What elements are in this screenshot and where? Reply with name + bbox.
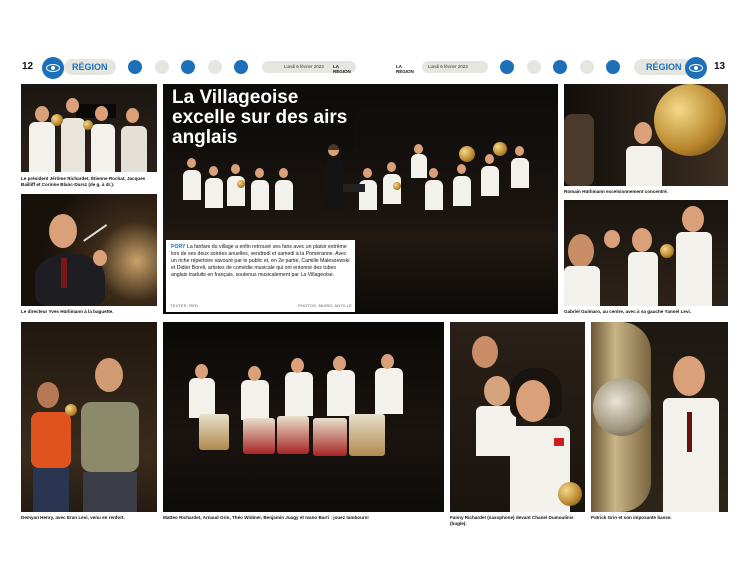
caption-director: Le directeur Yves Hürlimann à la baguette. [21,309,114,314]
brand-right: LA RÉGION [396,64,414,74]
caption-fanny: Fanny Richardet (saxophone) devant Chanel Dumoulinis (bugle). [450,515,574,526]
decor-dot [155,60,169,74]
date-right: Lundi 6 février 2023 [428,64,468,69]
photo-fanny [450,322,585,512]
decor-dot [234,60,248,74]
decor-dot [181,60,195,74]
article-kicker: PORY [171,244,186,250]
caption-presidents: Le président Jérôme Richardet, Étienne Rochat, Jacques Bailliff et Corinne Blanc-Dursz (de g. à dr.). [21,176,146,187]
credit-text: TEXTES: RED [170,304,199,308]
brand-left: LA RÉGION [333,64,351,74]
credit-photos: PHOTOS: MUREL ANTILLE [298,304,352,308]
eye-icon [42,57,64,79]
article-lead [166,240,355,312]
photo-romain [564,84,728,186]
decor-dot [553,60,567,74]
decor-dot [208,60,222,74]
date-left: Lundi 6 février 2023 [284,64,324,69]
photo-demyan [21,322,157,512]
photo-presidents [21,84,157,172]
decor-dot [606,60,620,74]
photo-gabriel [564,200,728,306]
photo-patrick [591,322,728,512]
page-number-right: 13 [714,61,726,72]
photo-director [21,194,157,306]
article-credits [170,304,352,308]
decor-dot [527,60,541,74]
caption-drummers: Matteo Richardet, Arnaud Grin, Théo Widmer, Benjamin Juagy et Ivano Barri : jouez tambours! [163,515,369,520]
caption-romain: Romain Hürlimann excelsionnement concentré. [564,189,668,194]
decor-dot [580,60,594,74]
section-label-right: RÉGION [634,59,692,75]
caption-patrick: Patrick Grin et son imposante basse. [591,515,672,520]
article-headline: La Villageoise excelle sur des airs anglais [166,84,355,150]
decor-dot [128,60,142,74]
article-lead-text: La fanfare du village a enfin retrouvé ses fans avec un plaisir extrême lors de ses deux soirées anuelles, vendredi et samedi à la Poméranne. Avec un riche répertoire savouré par le public et, en 2e partie, Camille Maleszewski et Didier Boreli, artistes de comédie musicale qui ont entonné des tubes anglais traduits en français, soutenus musicalement par La Villageoise. [171,244,350,278]
caption-gabriel: Gabriel Guimaro, au centre, avec à sa gauche Yannel Levi. [564,309,692,314]
page-number-left: 12 [22,61,34,72]
section-label-left: RÉGION [64,59,116,75]
decor-dot [500,60,514,74]
photo-drummers [163,322,444,512]
caption-demyan: Demyan Henry, avec Eran Levi, venu en renfort. [21,515,125,520]
eye-icon [685,57,707,79]
date-strip-right [422,61,488,73]
